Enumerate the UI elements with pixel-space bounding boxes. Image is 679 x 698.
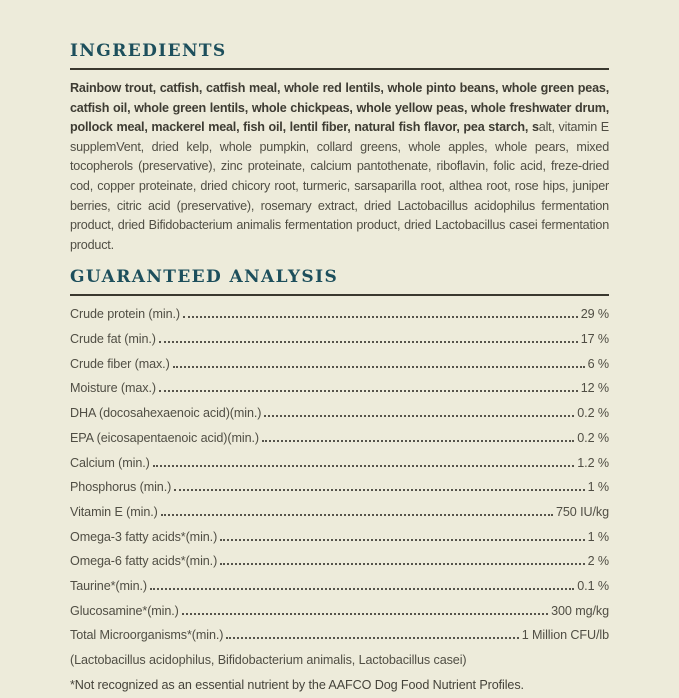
analysis-row bbox=[70, 401, 609, 426]
analysis-row-value: 0.2 % bbox=[577, 430, 609, 445]
analysis-row-value: 0.1 % bbox=[577, 579, 609, 594]
analysis-row-label: Moisture (max.) bbox=[70, 381, 156, 396]
analysis-row bbox=[70, 376, 609, 401]
analysis-row-label: Calcium (min.) bbox=[70, 455, 150, 470]
analysis-row bbox=[70, 426, 609, 451]
aafco-footnote: *Not recognized as an essential nutrient by the AAFCO Dog Food Nutrient Profiles. bbox=[70, 677, 524, 692]
analysis-row bbox=[70, 623, 609, 648]
dotted-leader bbox=[174, 489, 584, 491]
dotted-leader bbox=[220, 563, 584, 565]
analysis-row-value: 29 % bbox=[580, 307, 609, 322]
analysis-row-label: Omega-3 fatty acids*(min.) bbox=[70, 529, 218, 544]
analysis-row-label: Crude protein (min.) bbox=[70, 307, 180, 322]
dotted-leader bbox=[262, 440, 574, 442]
dotted-leader bbox=[220, 539, 584, 541]
analysis-row-label: Total Microorganisms*(min.) bbox=[70, 628, 224, 643]
analysis-row-value: 1 % bbox=[587, 529, 609, 544]
dotted-leader bbox=[183, 316, 578, 318]
analysis-row bbox=[70, 549, 609, 574]
analysis-row bbox=[70, 500, 609, 525]
ingredients-section bbox=[70, 42, 609, 255]
analysis-row-label: Taurine*(min.) bbox=[70, 579, 147, 594]
analysis-row-value: 2 % bbox=[587, 554, 609, 569]
ingredients-title-rule bbox=[70, 68, 609, 70]
analysis-row bbox=[70, 352, 609, 377]
dotted-leader bbox=[226, 637, 518, 639]
guaranteed-analysis-title-rule bbox=[70, 294, 609, 296]
analysis-row bbox=[70, 302, 609, 327]
analysis-row-value: 6 % bbox=[587, 356, 609, 371]
analysis-row-label: Crude fat (min.) bbox=[70, 332, 156, 347]
analysis-row-label: Vitamin E (min.) bbox=[70, 504, 158, 519]
analysis-row bbox=[70, 574, 609, 599]
dotted-leader bbox=[153, 465, 575, 467]
analysis-row-label: Phosphorus (min.) bbox=[70, 480, 172, 495]
analysis-row-label: EPA (eicosapentaenoic acid)(min.) bbox=[70, 430, 259, 445]
dotted-leader bbox=[173, 366, 585, 368]
analysis-row bbox=[70, 475, 609, 500]
analysis-row-value: 17 % bbox=[580, 332, 609, 347]
analysis-row-value: 12 % bbox=[580, 381, 609, 396]
dotted-leader bbox=[150, 588, 574, 590]
analysis-row-value: 750 IU/kg bbox=[555, 504, 609, 519]
dotted-leader bbox=[159, 341, 578, 343]
analysis-row-value: 300 mg/kg bbox=[551, 603, 609, 618]
guaranteed-analysis-title: GUARANTEED ANALYSIS bbox=[70, 267, 339, 288]
dotted-leader bbox=[161, 514, 553, 516]
analysis-row bbox=[70, 451, 609, 476]
analysis-row bbox=[70, 327, 609, 352]
dotted-leader bbox=[182, 613, 548, 615]
analysis-row-value: 1 % bbox=[587, 480, 609, 495]
analysis-row bbox=[70, 525, 609, 550]
ingredients-paragraph bbox=[70, 79, 609, 255]
analysis-row-label: Glucosamine*(min.) bbox=[70, 603, 179, 618]
analysis-row-label: DHA (docosahexaenoic acid)(min.) bbox=[70, 406, 262, 421]
analysis-row-label: Crude fiber (max.) bbox=[70, 356, 170, 371]
dotted-leader bbox=[159, 390, 578, 392]
ingredients-bold-text: Rainbow trout, catfish, catfish meal, whole red lentils, whole pinto beans, whole green peas, catfish oil, whole green lentils, whole chickpeas, whole yellow peas, whole freshwater drum, pollock meal, mackerel meal, fish oil, lentil fiber, natural fish flavor, pea starch, s bbox=[70, 81, 609, 135]
analysis-row bbox=[70, 599, 609, 624]
analysis-row-value: 1.2 % bbox=[577, 455, 609, 470]
label-page bbox=[70, 42, 609, 698]
analysis-row-value: 0.2 % bbox=[577, 406, 609, 421]
analysis-row-label: Omega-6 fatty acids*(min.) bbox=[70, 554, 218, 569]
analysis-row-value: 1 Million CFU/lb bbox=[521, 628, 609, 643]
ingredients-regular-text: alt, vitamin E supplemVent, dried kelp, whole pumpkin, collard greens, whole apples, whole pears, mixed tocopherols (preservative), zinc proteinate, calcium pantothenate, riboflavin, folic acid, freze-dried cod, copper proteinate, dried chicory root, turmeric, sarsaparilla root, althea root, rose hips, juniper berries, citric acid (preservative), rosemary extract, dried Lactobacillus acidophilus fermentation product, dried Bifidobacterium animalis fermentation product, dried Lactobacillus casei fermentation product. bbox=[70, 120, 609, 252]
analysis-table bbox=[70, 302, 609, 648]
ingredients-title: INGREDIENTS bbox=[70, 41, 227, 61]
microorganisms-note: (Lactobacillus acidophilus, Bifidobacterium animalis, Lactobacillus casei) bbox=[70, 653, 467, 668]
guaranteed-analysis-section bbox=[70, 268, 609, 697]
dotted-leader bbox=[264, 415, 574, 417]
